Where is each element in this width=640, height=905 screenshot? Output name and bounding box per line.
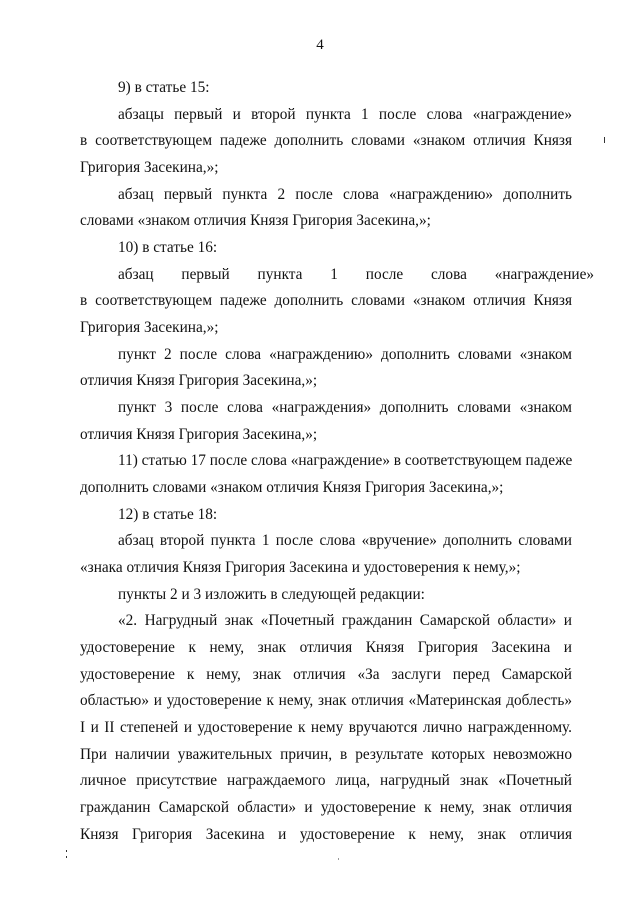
text-line: пункт 3 после слова «награждения» дополнить словами «знаком — [118, 399, 572, 416]
text-line: При наличии уважительных причин, в результате которых невозможно — [80, 746, 572, 763]
text-line: гражданин Самарской области» и удостоверение к нему, знак отличия — [80, 799, 572, 816]
text-line: абзац первый пункта 2 после слова «награждению» дополнить — [118, 186, 572, 203]
text-line: 12) в статье 18: — [118, 506, 218, 523]
text-line: отличия Князя Григория Засекина,»; — [80, 426, 318, 443]
text-line: удостоверение к нему, знак отличия Князя Григория Засекина и — [80, 639, 572, 656]
text-line: в соответствующем падеже дополнить словами «знаком отличия Князя — [80, 132, 572, 149]
text-line: личное присутствие награждаемого лица, нагрудный знак «Почетный — [80, 772, 572, 789]
text-line: 9) в статье 15: — [118, 79, 210, 96]
text-line: 10) в статье 16: — [118, 239, 218, 256]
text-line: пункты 2 и 3 изложить в следующей редакции: — [118, 586, 425, 603]
text-line: «знака отличия Князя Григория Засекина и удостоверения к нему,»; — [80, 559, 521, 576]
text-line: Григория Засекина,»; — [80, 319, 219, 336]
text-line: I и II степеней и удостоверение к нему вручаются лично награжденному. — [80, 719, 572, 736]
text-line: Григория Засекина,»; — [80, 159, 219, 176]
page-number: 4 — [316, 37, 324, 53]
text-line: пункт 2 после слова «награждению» дополнить словами «знаком — [118, 346, 572, 363]
text-line: «2. Нагрудный знак «Почетный гражданин Самарской области» и — [118, 612, 572, 629]
scan-speck — [338, 858, 339, 860]
text-line: 11) статью 17 после слова «награждение» в соответствующем падеже — [118, 452, 573, 469]
text-line: Князя Григория Засекина и удостоверение к нему, знак отличия — [80, 826, 572, 843]
text-line: абзацы первый и второй пункта 1 после слова «награждение» — [118, 106, 572, 123]
text-line: удостоверение к нему, знак отличия «За заслуги перед Самарской — [80, 666, 572, 683]
text-line: отличия Князя Григория Засекина,»; — [80, 372, 318, 389]
text-line: абзац первый пункта 1 после слова «награждение» — [118, 266, 595, 283]
text-line: областью» и удостоверение к нему, знак отличия «Материнская доблесть» — [80, 692, 572, 709]
scan-speck — [66, 850, 67, 852]
scan-speck — [604, 137, 605, 143]
text-line: дополнить словами «знаком отличия Князя Григория Засекина,»; — [80, 479, 504, 496]
text-line: в соответствующем падеже дополнить словами «знаком отличия Князя — [80, 292, 572, 309]
text-line: абзац второй пункта 1 после слова «вручение» дополнить словами — [118, 532, 572, 549]
scan-speck — [66, 856, 67, 858]
text-line: словами «знаком отличия Князя Григория Засекина,»; — [80, 212, 431, 229]
